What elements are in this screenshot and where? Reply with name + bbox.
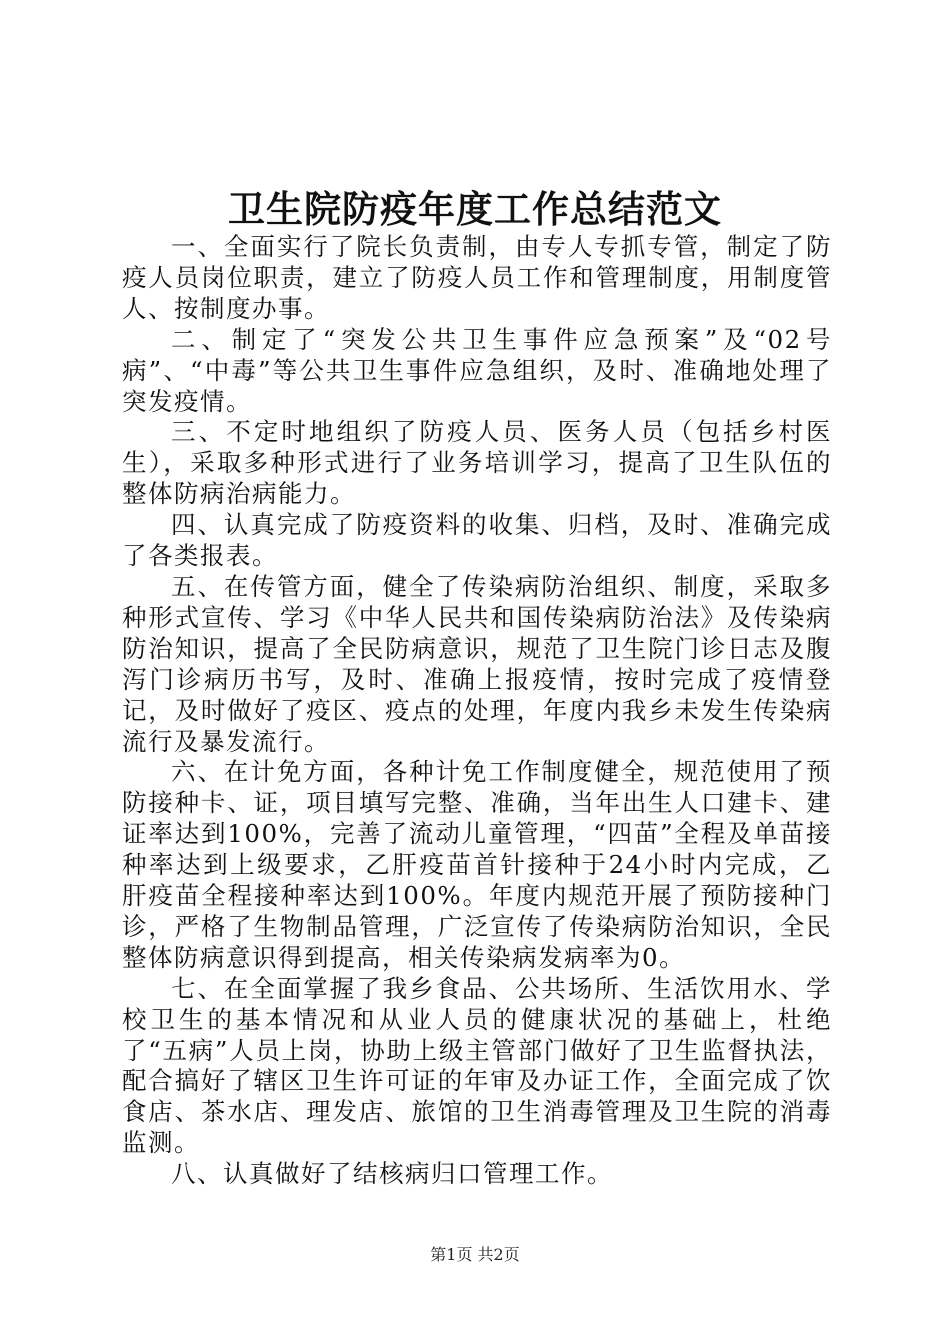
paragraph-6: 六、在计免方面，各种计免工作制度健全，规范使用了预防接种卡、证，项目填写完整、准确，当年出生人口建卡、建证率达到100%，完善了流动儿童管理，“四苗”全程及单苗接种率达到上级要求，乙肝疫苗首针接种于24小时内完成，乙肝疫苗全程接种率达到100%。年度内规范开展了预防接种门诊，严格了生物制品管理，广泛宣传了传染病防治知识，全民整体防病意识得到提高，相关传染病发病率为0。 [122, 757, 832, 972]
paragraph-3: 三、不定时地组织了防疫人员、医务人员（包括乡村医生），采取多种形式进行了业务培训学习，提高了卫生队伍的整体防病治病能力。 [122, 417, 832, 509]
document-title: 卫生院防疫年度工作总结范文 [228, 187, 722, 231]
paragraph-2: 二、制定了“突发公共卫生事件应急预案”及“02号病”、“中毒”等公共卫生事件应急组织，及时、准确地处理了突发疫情。 [122, 324, 832, 416]
paragraph-7: 七、在全面掌握了我乡食品、公共场所、生活饮用水、学校卫生的基本情况和从业人员的健康状况的基础上，杜绝了“五病”人员上岗，协助上级主管部门做好了卫生监督执法，配合搞好了辖区卫生许可证的年审及办证工作，全面完成了饮食店、茶水店、理发店、旅馆的卫生消毒管理及卫生院的消毒监测。 [122, 973, 832, 1158]
paragraph-5: 五、在传管方面，健全了传染病防治组织、制度，采取多种形式宣传、学习《中华人民共和国传染病防治法》及传染病防治知识，提高了全民防病意识，规范了卫生院门诊日志及腹泻门诊病历书写，及时、准确上报疫情，按时完成了疫情登记，及时做好了疫区、疫点的处理，年度内我乡未发生传染病流行及暴发流行。 [122, 571, 832, 756]
page-number-footer: 第1页 共2页 [430, 1245, 520, 1264]
paragraph-4: 四、认真完成了防疫资料的收集、归档，及时、准确完成了各类报表。 [122, 510, 832, 571]
paragraph-1: 一、全面实行了院长负责制，由专人专抓专管，制定了防疫人员岗位职责，建立了防疫人员工作和管理制度，用制度管人、按制度办事。 [122, 232, 832, 323]
document-body [122, 232, 832, 1190]
paragraph-8: 八、认真做好了结核病归口管理工作。 [171, 1159, 613, 1189]
